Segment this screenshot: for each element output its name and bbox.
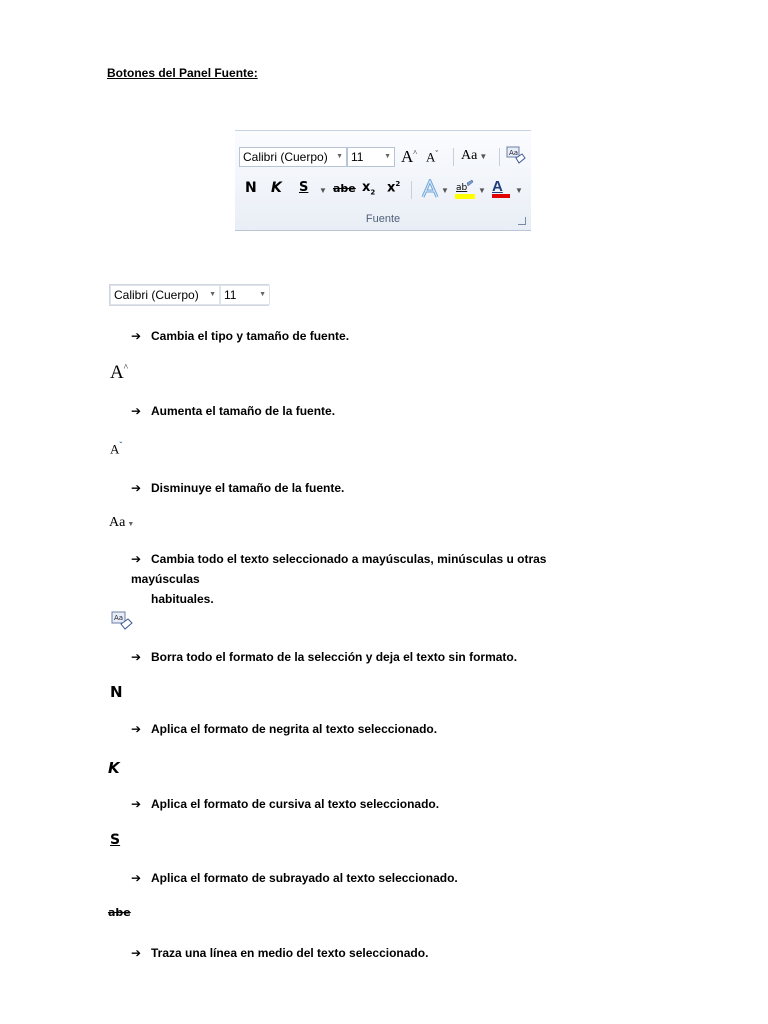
text-effects-icon [421,179,439,199]
italic-icon: K [108,759,120,777]
chevron-down-icon: ▼ [336,153,343,160]
arrow-icon: ➔ [131,481,142,495]
font-name-value: Calibri (Cuerpo) [243,150,328,164]
svg-text:Aa: Aa [114,614,124,622]
desc-strike: ➔ Traza una línea en medio del texto seleccionado. [131,943,428,963]
chevron-down-icon: ▼ [259,291,266,298]
chevron-down-icon: ▼ [209,291,216,298]
svg-text:ab: ab [456,183,468,193]
change-case-button[interactable]: Aa ▼ [461,148,488,163]
desc-font-type: ➔ Cambia el tipo y tamaño de fuente. [131,326,349,346]
grow-font-icon: A^ [110,362,128,383]
desc-change-case: ➔ Cambia todo el texto seleccionado a mayúsculas, minúsculas u otras mayúsculas habituales. [131,549,611,609]
arrow-icon: ➔ [131,871,142,885]
highlight-button[interactable] [455,179,475,206]
arrow-icon: ➔ [131,797,142,811]
separator [499,148,500,166]
font-color-button[interactable]: A [492,178,510,198]
chevron-down-icon: ▼ [479,152,488,161]
desc-grow: ➔ Aumenta el tamaño de la fuente. [131,401,335,421]
bold-button[interactable]: N [245,180,257,196]
superscript-button[interactable]: $x^2$ [387,180,401,196]
subscript-button[interactable]: $x_2$ [362,180,376,197]
panel-label: Fuente [365,213,401,225]
highlighter-icon [455,179,475,201]
clear-format-button[interactable] [506,146,526,171]
font-selector-image [109,284,269,306]
shrink-font-icon: $A^ˇ$ [110,440,123,457]
italic-button[interactable]: K [271,180,282,196]
separator [453,148,454,166]
arrow-icon: ➔ [131,552,142,566]
arrow-icon: ➔ [131,946,142,960]
font-size-combo[interactable] [347,147,395,167]
chevron-down-icon: ▼ [384,153,391,160]
clear-format-icon [506,146,526,166]
chevron-down-icon: ▼ [127,520,135,528]
grow-font-button[interactable]: A^ [401,147,418,166]
shrink-font-button[interactable]: $A^ˇ$ [426,149,439,165]
chevron-down-icon: ▼ [478,186,486,195]
text-effects-button[interactable] [421,179,439,204]
dialog-launcher-icon[interactable] [518,217,526,225]
chevron-down-icon: ▼ [515,186,523,195]
desc-bold: ➔ Aplica el formato de negrita al texto seleccionado. [131,719,437,739]
arrow-icon: ➔ [131,329,142,343]
font-panel [235,130,531,231]
font-name-combo: Calibri (Cuerpo) ▼ [110,285,220,305]
font-name-combo[interactable] [239,147,347,167]
underline-button[interactable]: S [299,180,309,195]
chevron-down-icon: ▼ [441,186,449,195]
svg-text:Aa: Aa [509,149,519,157]
font-size-combo: 11 ▼ [220,285,270,305]
arrow-icon: ➔ [131,722,142,736]
underline-icon: S [110,832,121,848]
desc-italic: ➔ Aplica el formato de cursiva al texto seleccionado. [131,794,439,814]
clear-format-icon [110,610,134,637]
desc-underline: ➔ Aplica el formato de subrayado al texto seleccionado. [131,868,458,888]
page-title: Botones del Panel Fuente: [107,66,258,80]
bold-icon: N [110,683,123,701]
chevron-down-icon: ▼ [319,186,327,195]
strikethrough-button[interactable]: abe [333,182,356,195]
strikethrough-icon: abe [108,906,131,919]
desc-shrink: ➔ Disminuye el tamaño de la fuente. [131,478,344,498]
arrow-icon: ➔ [131,404,142,418]
desc-clear-format: ➔ Borra todo el formato de la selección y deja el texto sin formato. [131,647,517,667]
separator [411,181,412,199]
font-size-value: 11 [351,150,364,164]
arrow-icon: ➔ [131,650,142,664]
change-case-icon: Aa ▼ [109,515,135,530]
